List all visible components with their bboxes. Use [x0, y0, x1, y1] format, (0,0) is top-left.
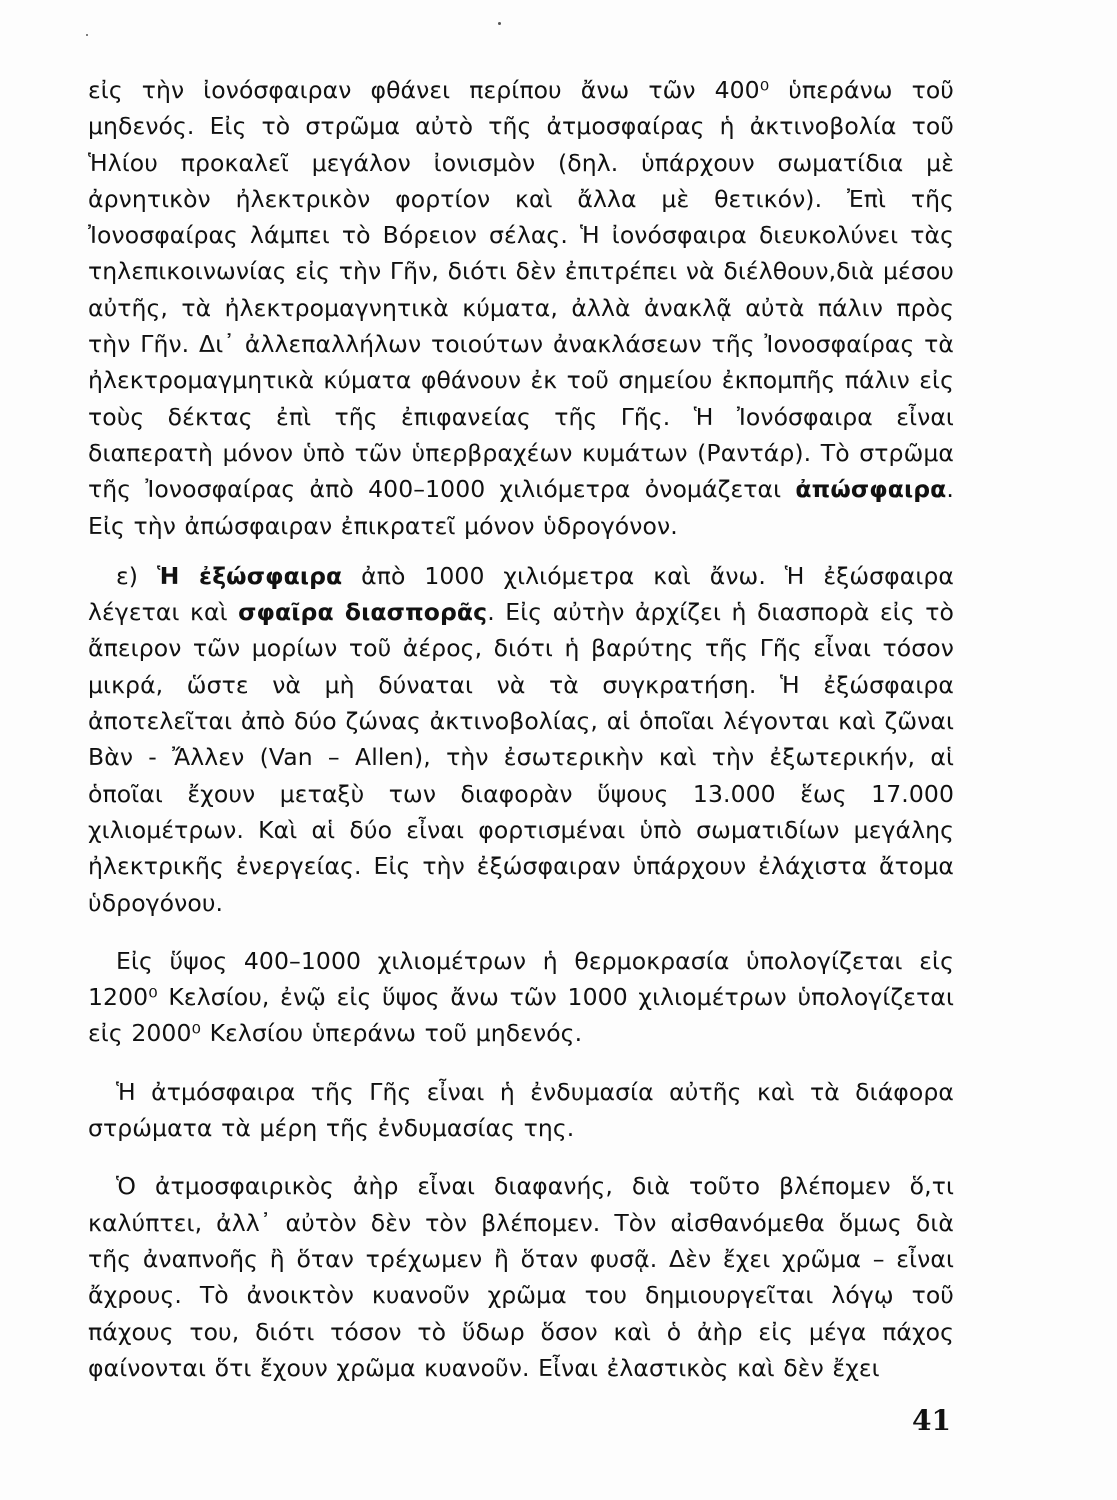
paragraph-exosphere-text-b: . Εἰς αὐτὴν ἀρχίζει ἡ διασπορὰ εἰς τὸ ἄπειρον τῶν μορίων τοῦ ἀέρος, διότι ἡ βαρύτης τῆς Γῆς εἶναι τόσον μικρά, ὥστε νὰ μὴ δύναται νὰ τὰ συγκρατήση. Ἡ ἐξώσφαιρα ἀποτελεῖται ἀπὸ δύο ζώνας ἀκτινοβολίας, αἱ ὁποῖαι λέγονται καὶ ζῶναι Βὰν - Ἄλλεν (Van – Allen), τὴν ἐσωτερικὴν καὶ τὴν ἐξωτερικήν, αἱ ὁποῖαι ἔχουν μεταξὺ των διαφορὰν ὕψους 13.000 ἕως 17.000 χιλιομέτρων. Καὶ αἱ δύο εἶναι φορτισμέναι ὑπὸ σωματιδίων μεγάλης ἠλεκτρικῆς ἐνεργείας. Εἰς τὴν ἐξώσφαιραν ὑπάρχουν ἐλάχιστα ἄτομα ὑδρογόνου.: [88, 598, 954, 917]
paragraph-ionosphere-end: . Εἰς τὴν ἀπώσφαιραν ἐπικρατεῖ μόνον ὑδρογόνον.: [88, 475, 954, 540]
term-exosphere: Ἡ ἐξώσφαιρα: [156, 561, 343, 590]
paragraph-ionosphere-text: εἰς τὴν ἰονόσφαιραν φθάνει περίπου ἄνω τῶν 400⁰ ὑπεράνω τοῦ μηδενός. Εἰς τὸ στρῶμα αὐτὸ τῆς ἀτμοσφαίρας ἡ ἀκτινοβολία τοῦ Ἡλίου προκαλεῖ μεγάλον ἰονισμὸν (δηλ. ὑπάρχουν σωματίδια μὲ ἀρνητικὸν ἠλεκτρικὸν φορτίον καὶ ἄλλα μὲ θετικόν). Ἐπὶ τῆς Ἰονοσφαίρας λάμπει τὸ Βόρειον σέλας. Ἡ ἰονόσφαιρα διευκολύνει τὰς τηλεπικοινωνίας εἰς τὴν Γῆν, διότι δὲν ἐπιτρέπει νὰ διέλθουν,διὰ μέσου αὐτῆς, τὰ ἠλεκτρομαγνητικὰ κύματα, ἀλλὰ ἀνακλᾷ αὐτὰ πάλιν πρὸς τὴν Γῆν. Δι᾽ ἀλλεπαλλήλων τοιούτων ἀνακλάσεων τῆς Ἰονοσφαίρας τὰ ἠλεκτρομαγμητικὰ κύματα φθάνουν ἐκ τοῦ σημείου ἐκπομπῆς πάλιν εἰς τοὺς δέκτας ἐπὶ τῆς ἐπιφανείας τῆς Γῆς. Ἡ Ἰονόσφαιρα εἶναι διαπερατὴ μόνον ὑπὸ τῶν ὑπερβραχέων κυμάτων (Ραντάρ). Τὸ στρῶμα τῆς Ἰονοσφαίρας ἀπὸ 400–1000 χιλιόμετρα ὀνομάζεται: [88, 76, 954, 504]
paragraph-exosphere-text-a: ἀπὸ 1000 χιλιόμετρα καὶ ἄνω. Ἡ ἐξώσφαιρα λέγεται καὶ: [88, 561, 955, 627]
scan-speck: [86, 34, 88, 36]
paragraph-atmosphere-clothing: Ἡ ἀτμόσφαιρα τῆς Γῆς εἶναι ἡ ἐνδυμασία αὐτῆς καὶ τὰ διάφορα στρώματα τὰ μέρη τῆς ἐνδυμασίας της.: [88, 1077, 954, 1143]
section-label: ε): [116, 561, 139, 590]
term-aposphere: ἀπώσφαιρα: [795, 475, 947, 504]
paragraph-temperature: Εἰς ὕψος 400–1000 χιλιομέτρων ἡ θερμοκρασία ὑπολογίζεται εἰς 1200⁰ Κελσίου, ἐνῷ εἰς ὕψος ἄνω τῶν 1000 χιλιομέτρων ὑπολογίζεται εἰς 2000⁰ Κελσίου ὑπεράνω τοῦ μηδενός.: [88, 946, 954, 1048]
body-text: [88, 72, 954, 1386]
paragraph-air-transparent: Ὁ ἀτμοσφαιρικὸς ἀὴρ εἶναι διαφανής, διὰ τοῦτο βλέπομεν ὅ,τι καλύπτει, ἀλλ᾽ αὐτὸν δὲν τὸν βλέπομεν. Τὸν αἰσθανόμεθα ὅμως διὰ τῆς ἀναπνοῆς ἢ ὅταν τρέχωμεν ἢ ὅταν φυσᾷ. Δὲν ἔχει χρῶμα – εἶναι ἄχρους. Τὸ ἀνοικτὸν κυανοῦν χρῶμα του δημιουργεῖται λόγῳ τοῦ πάχους του, διότι τόσον τὸ ὕδωρ ὅσον καὶ ὁ ἀὴρ εἰς μέγα πάχος φαίνονται ὅτι ἔχουν χρῶμα κυανοῦν. Εἶναι ἐλαστικὸς καὶ δὲν ἔχει: [88, 1172, 954, 1382]
page-number: 41: [912, 1404, 951, 1437]
term-diaspora: σφαῖρα διασπορᾶς: [238, 598, 488, 627]
paragraph-ionosphere: [88, 72, 954, 544]
scan-speck: [498, 22, 501, 25]
paragraph-exosphere: [88, 558, 954, 921]
